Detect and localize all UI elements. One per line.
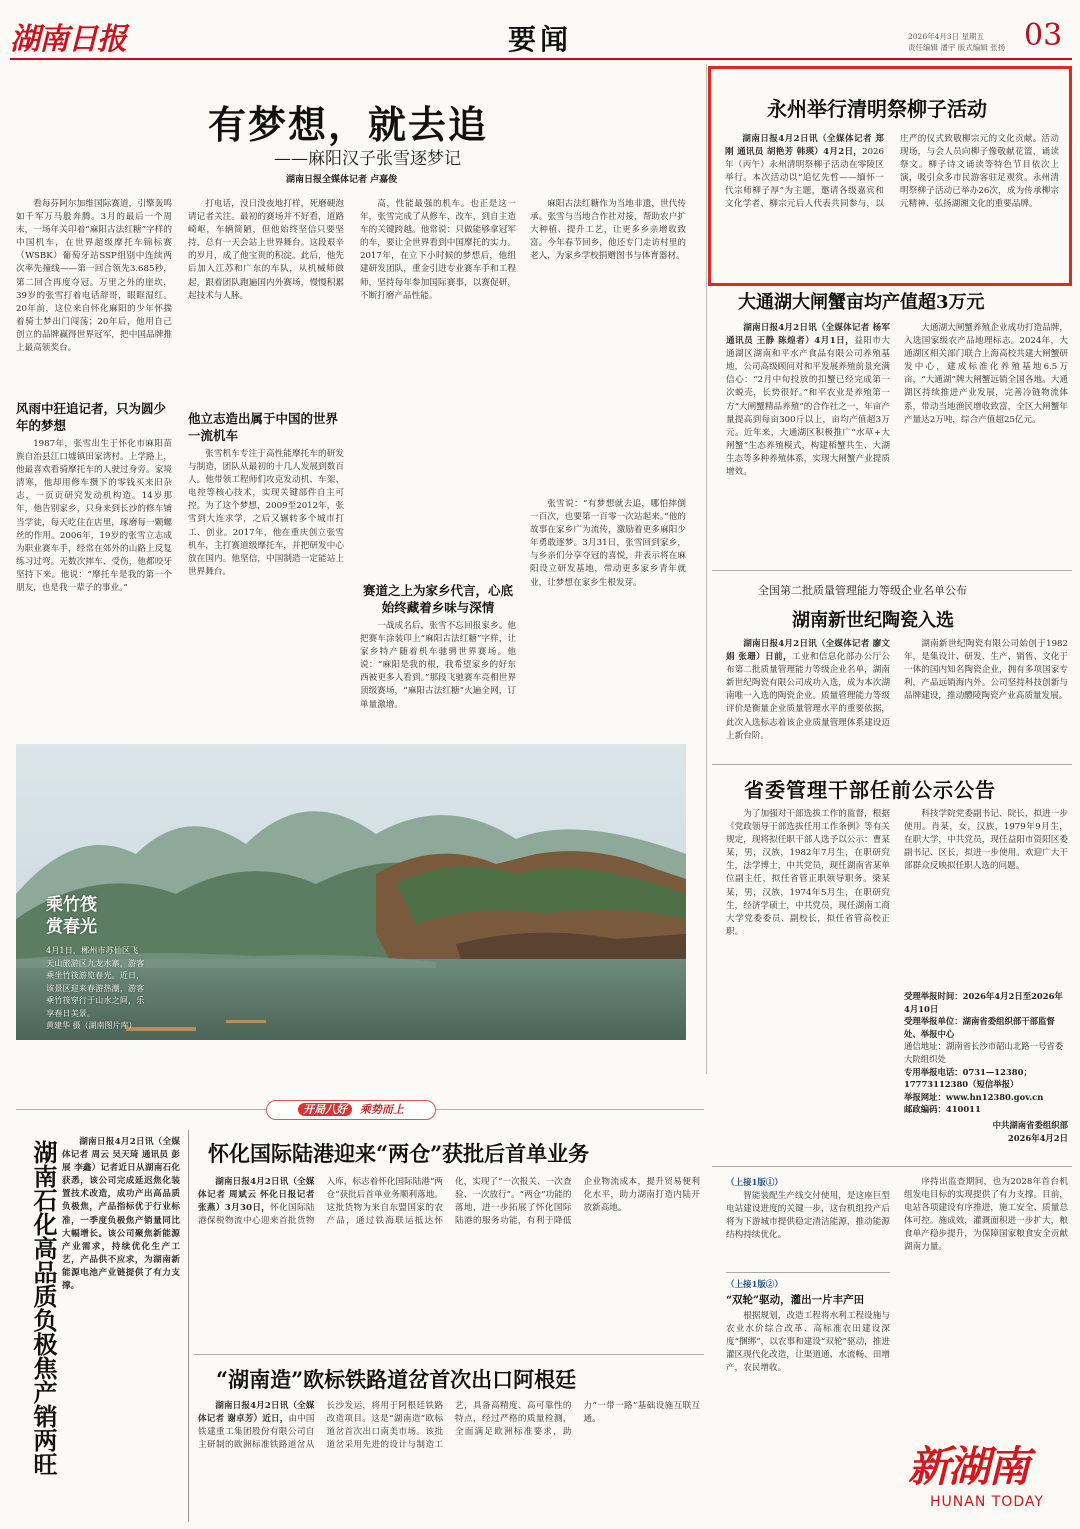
notice-signature: 中共湖南省委组织部 <box>992 1119 1068 1130</box>
article-title: 有梦想，就去追 <box>208 102 489 147</box>
section-title: 要闻 <box>508 23 573 56</box>
continuation-1-body: 智能装配生产线交付使用，是这座巨型电站建设进度的关键一步，这台机组投产后将为下游城市提供稳定清洁能源，推动能源结构持续优化。 <box>726 1191 890 1241</box>
banner-right: 乘势而上 <box>359 1103 404 1116</box>
dream-column-1b: 1987年，张雪出生于怀化市麻阳苗族自治县江口墟镇田家湾村。上学路上，他最喜欢看骑摩托车的人驶过身旁。家境清寒，他却用修车攒下的零钱买来旧杂志，一页页研究发动机构造。14岁那年，他告别家乡，只身来到长沙的修车铺当学徒，每天吃住在店里，琢磨每一颗螺丝的作用。2006年，19岁的张雪立志成为职业赛车手，经常在郊外的山路上反复练习过弯。无数次摔车、受伤，他都咬牙坚持下来。他说：“摩托车是我的第一个朋友，也是我一辈子的事业。” <box>16 439 172 594</box>
dream-column-3: 高，性能最强的机车。也正是这一年，张雪完成了从修车、改车，到自主造车的关键跨越。他常说：只做能够拿冠军的车，要让全世界看到中国摩托的实力。2017年，在立下小时候的梦想后，他组建研发团队，重金引进专业赛车手和工程师，坚持每年参加国际赛事，以赛促研，不断打磨产品性能。 <box>360 199 516 301</box>
photo-caption: 4月1日，郴州市苏仙区飞天山旅游区九龙水寨，游客乘坐竹筏游览春光。近日，该景区迎来春游热潮，游客乘竹筏穿行于山水之间，乐享春日美景。 <box>46 945 145 1018</box>
coke-article-body: 湖南日报4月2日讯（全媒体记者 周云 吴天琦 通讯员 彭展 李鑫）记者近日从湖南石化获悉，该公司完成延迟焦化装置技术改造，成功产出高品质负极焦，产品指标优于行业标准，一季度负极焦产销量同比大幅增长。该公司聚焦新能源产业需求，持续优化生产工艺，产品供不应求，为湖南新能源电池产业链提供了有力支撑。 <box>62 1137 180 1292</box>
notice-column-2: 科技学院党委副书记、院长，拟进一步使用。肖某，女，汉族，1979年9月生，在职大学，中共党员，现任益阳市资阳区委副书记、区长，拟进一步使用。欢迎广大干部群众反映拟任职人选的问题。 <box>904 809 1068 872</box>
landscape-photo <box>16 744 686 1040</box>
report-zip: 邮政编码：410011 <box>904 1104 981 1115</box>
report-period: 受理举报时间：2026年4月2日至2026年4月10日 <box>904 991 1063 1014</box>
report-unit: 受理举报单位：湖南省委组织部干部监督处、举报中心 <box>904 1016 1055 1039</box>
dream-subhead-1: 风雨中狂追记者，只为圆少年的梦想 <box>16 401 167 433</box>
article-title: 大通湖大闸蟹亩均产值超3万元 <box>738 292 985 313</box>
dream-subhead-3: 赛道之上为家乡代言，心底始终藏着乡味与深情 <box>362 583 513 615</box>
vertical-headline: 湖南石化高品质负极焦产销两旺 <box>29 1140 58 1476</box>
dream-column-4b: 张雪说：“有梦想就去追，哪怕摔倒一百次，也要第一百零一次站起来。”他的故事在家乡广为流传，激励着更多麻阳少年勇敢逐梦。3月31日，张雪回到家乡，与乡亲们分享夺冠的喜悦，并表示将在麻阳设立研发基地，带动更多家乡青年就业，让梦想在家乡生根发芽。 <box>530 499 686 588</box>
notice-date: 2026年4月2日 <box>1007 1132 1068 1143</box>
notice-title: 省委管理干部任前公示公告 <box>744 778 996 802</box>
cadre-notice <box>712 768 1072 1164</box>
article-title: “湖南造”欧标铁路道岔首次出口阿根廷 <box>216 1367 577 1392</box>
article-title: 湖南新世纪陶瓷入选 <box>792 610 954 631</box>
article-crab <box>712 288 1072 562</box>
editor-line: 责任编辑 潘宇 版式编辑 张扬 <box>908 43 1006 52</box>
article-ceramics <box>712 574 1072 764</box>
section-banner <box>16 1098 704 1122</box>
article-title: 怀化国际陆港迎来“两仓”获批后首单业务 <box>208 1141 590 1166</box>
continuation-right-body: 序持出监查期间，也为2028年首台机组发电目标的实现提供了有力支撑。目前，电站各项建设有序推进，施工安全、质量总体可控。施成效，灌溉面积进一步扩大，粮食单产稳步提升，为保障国家粮食安全贡献湖南力量。 <box>904 1177 1068 1253</box>
dream-column-2: 打电话，没日没夜地打样，死磨硬泡请记者关注。最初的赛场并不好看，道路崎岖，车辆简陋，但他始终坚信只要坚持，总有一天会站上世界舞台。这段艰辛的岁月，成了他宝贵的积淀。此后，他先后加入江苏和广东的车队，从机械师做起，跟着团队跑遍国内外赛场，慢慢积累起技术与人脉。 <box>188 199 344 301</box>
continuations <box>712 1172 1072 1522</box>
dream-column-3b: 一战成名后，张雪不忘回报家乡。他把赛车涂装印上“麻阳古法红糖”字样，让家乡特产随着机车驰骋世界赛场。他说：“麻阳是我的根，我希望家乡的好东西被更多人看到。”那段飞驰赛车亮相世界顶级赛场，“麻阳古法红糖”火遍全网，订单量激增。 <box>360 621 516 710</box>
continuation-1-label: （上接1版①） <box>726 1178 783 1188</box>
article-byline: 湖南日报全媒体记者 卢嘉俊 <box>286 175 398 185</box>
rail-body: 湖南日报4月2日讯（全媒体记者 谢卓芳）近日，由中国铁建重工集团股份有限公司自主研制的欧洲标准铁路道岔从长沙发运，将用于阿根廷铁路改造项目。这是“湖南造”欧标道岔首次出口南美市场。该批道岔采用先进的设计与制造工艺，具备高精度、高可靠性的特点，经过严格的质量检测，全面满足欧洲标准要求，助力“一带一路”基础设施互联互通。 <box>198 1401 700 1451</box>
notice-column-1: 为了加强对干部选拔工作的监督，根据《党政领导干部选拔任用工作条例》等有关规定，现将拟任职干部人选予以公示：曹某某，男，汉族，1982年7月生，在职研究生，法学博士，中共党员，现任湖南省某单位副主任，拟任省管正职领导职务。梁某某，男，汉族，1974年5月生，在职研究生，经济学硕士，中共党员，现任湖南工商大学党委委员、副校长，拟任省管高校正职。 <box>726 809 890 937</box>
article-subtitle: ——麻阳汉子张雪逐梦记 <box>274 149 461 169</box>
notice-contact <box>904 990 1068 1144</box>
photo-credit: 黄建华 摄（湖南图片库） <box>46 1021 137 1030</box>
article-dream <box>16 80 698 735</box>
article-rail <box>194 1358 704 1524</box>
date-line: 2026年4月3日 星期五 <box>908 32 985 41</box>
dream-column-2b: 张雪机车专注于高性能摩托车的研发与制造，团队从最初的十几人发展到数百人。他带领工程师们攻克发动机、车架、电控等核心技术，实现关键部件自主可控。为了这个梦想，2009至2012年，张雪到大连求学，之后又辗转多个城市打工、创业。2017年，他在重庆创立张雪机车，主打赛道级摩托车，并把研发中心放在国内。他坚信，中国制造一定能站上世界舞台。 <box>188 449 344 577</box>
watermark-english: HUNAN TODAY <box>930 1494 1044 1510</box>
report-phone: 专用举报电话：0731—12380；17773112380（短信举报） <box>904 1066 1032 1090</box>
continuation-2-headline: “双轮”驱动，灌出一片丰产田 <box>726 1294 865 1306</box>
ceramics-column-2: 湖南新世纪陶瓷有限公司始创于1982年，是集设计、研发、生产、销售、文化于一体的国内知名陶瓷企业，拥有多项国家专利，产品远销海内外。公司坚持科技创新与品牌建设，推动醴陵陶瓷产业高质量发展。 <box>904 639 1068 702</box>
huaihua-body: 湖南日报4月2日讯（全媒体记者 周斌云 怀化日报记者 张燕）3月30日，怀化国际陆港保税物流中心迎来首批货物入库，标志着怀化国际陆港“两仓”获批后首单业务顺利落地。这批货物为来自东盟国家的农产品，通过铁海联运抵达怀化，实现了“一次报关、一次查验、一次放行”。“两仓”功能的落地，进一步拓展了怀化国际陆港的服务功能，有利于降低企业物流成本，提升贸易便利化水平，助力湖南打造内陆开放新高地。 <box>198 1177 700 1227</box>
report-address: 通信地址：湖南省长沙市韶山北路一号省委大院组织处 <box>904 1041 1064 1064</box>
article-liuzi <box>708 66 1072 286</box>
article-kicker: 全国第二批质量管理能力等级企业名单公布 <box>758 584 967 597</box>
dream-column-1: 看每芬阿尔加维国际赛道，引擎轰鸣如千军万马般奔腾。3月的最后一个周末，一场年关印着“麻阳古法红糖”字样的中国机车，在世界超级摩托车锦标赛（WSBK）葡萄牙站SSP组别中连续两次率先撞线——第一回合领先3.685秒，第二回合再度夺冠。万里之外的崖坎，39岁的张雪打着电话辞哥，眼眶湿红。20年前，这位来自怀化麻阳的少年怀揣着骑士梦出门闯荡；20年后，他用自己创立的品牌赢得世界冠军，把中国品牌推上最高领奖台。 <box>16 199 172 354</box>
ceramics-column-1: 湖南日报4月2日讯（全媒体记者 廖文娟 张珊）日前，工业和信息化部办公厅公布第二批质量管理能力等级企业名单，湖南新世纪陶瓷有限公司成功入选，成为本次湖南唯一入选的陶瓷企业。质量管理能力等级评价是衡量企业质量管理水平的重要依据，此次入选标志着该企业质量管理体系建设迈上新台阶。 <box>726 639 890 741</box>
banner-tag <box>266 1100 436 1120</box>
masthead <box>0 0 1080 62</box>
banner-left: 开局八好 <box>298 1103 352 1116</box>
liuzi-body: 湖南日报4月2日讯（全媒体记者 郑刚 通讯员 胡艳芳 韩瑛）4月2日，2026年（丙午）永州清明祭柳子活动在零陵区举行。本次活动以“追忆先哲——缅怀一代宗师柳子厚”为主题，邀请各级嘉宾和文化学者、柳宗元后人代表共同参与，以庄严的仪式致敬柳宗元的文化贡献。活动现场，与会人员向柳子像敬献花篮，诵读祭文。柳子诗文诵读等特色节目依次上演，吸引众多市民游客驻足观赏。永州清明祭柳子活动已举办26次，成为传承柳宗元精神、弘扬湖湘文化的重要品牌。 <box>725 134 1059 210</box>
continuation-2-body: 根据规划，改造工程将水利工程设施与农业水价综合改革、高标准农田建设深度“捆绑”，以农事和建设“双轮”驱动，推进灌区现代化改造，让渠道通、水流畅、田增产，农民增收。 <box>726 1311 890 1374</box>
photo-title: 乘竹筏 赏春光 <box>46 895 97 937</box>
page-number: 03 <box>1024 18 1063 53</box>
dream-subhead-2: 他立志造出属于中国的世界一流机车 <box>188 411 339 443</box>
newspaper-logo: 湖南日报 <box>10 22 126 57</box>
watermark-logo: 新湖南 <box>908 1442 1029 1491</box>
dream-column-4: 麻阳古法红糖作为当地非遗，世代传承。张雪与当地合作社对接，帮助农户扩大种植、提升工艺，让更多乡亲增收致富。今年春节回乡，他还专门走访村里的老人，为家乡学校捐赠图书与体育器材。 <box>530 199 686 262</box>
article-huaihua <box>194 1130 704 1350</box>
article-title: 永州举行清明祭柳子活动 <box>767 97 987 121</box>
report-website[interactable]: 举报网址：www.hn12380.gov.cn <box>904 1091 1044 1102</box>
crab-column-2: 大通湖大闸蟹养殖企业成功打造品牌，入选国家级农产品地理标志。2024年，大通湖区相关部门联合上海高校共建大闸蟹研发中心，建成标准化养殖基地6.5万亩，“大通湖”牌大闸蟹远销全国各地。大通湖区持续推进产业发展，完善冷链物流体系，带动当地渔民增收致富，全区大闸蟹年产量达2万吨，综合产值超25亿元。 <box>904 323 1068 425</box>
continuation-2-label: （上接1版②） <box>726 1280 783 1290</box>
crab-column-1: 湖南日报4月2日讯（全媒体记者 杨军 通讯员 王静 陈煌者）4月1日，益阳市大通湖区湖南和平水产食品有限公司养殖基地，公司高级顾问对和平发展养殖前景充满信心：“2月中旬投放的扣蟹已经完成第一次蜕壳，长势很好。”和平农业是养殖第一方“大闸蟹精品养殖”的合作社之一，年亩产量提高到每亩300斤以上，亩均产值超3万元。近年来，大通湖区积极推广“水草+大闸蟹”生态养殖模式，构建稻蟹共生、大湖生态等多种养殖体系，实现大闸蟹产业提质增效。 <box>726 323 890 478</box>
